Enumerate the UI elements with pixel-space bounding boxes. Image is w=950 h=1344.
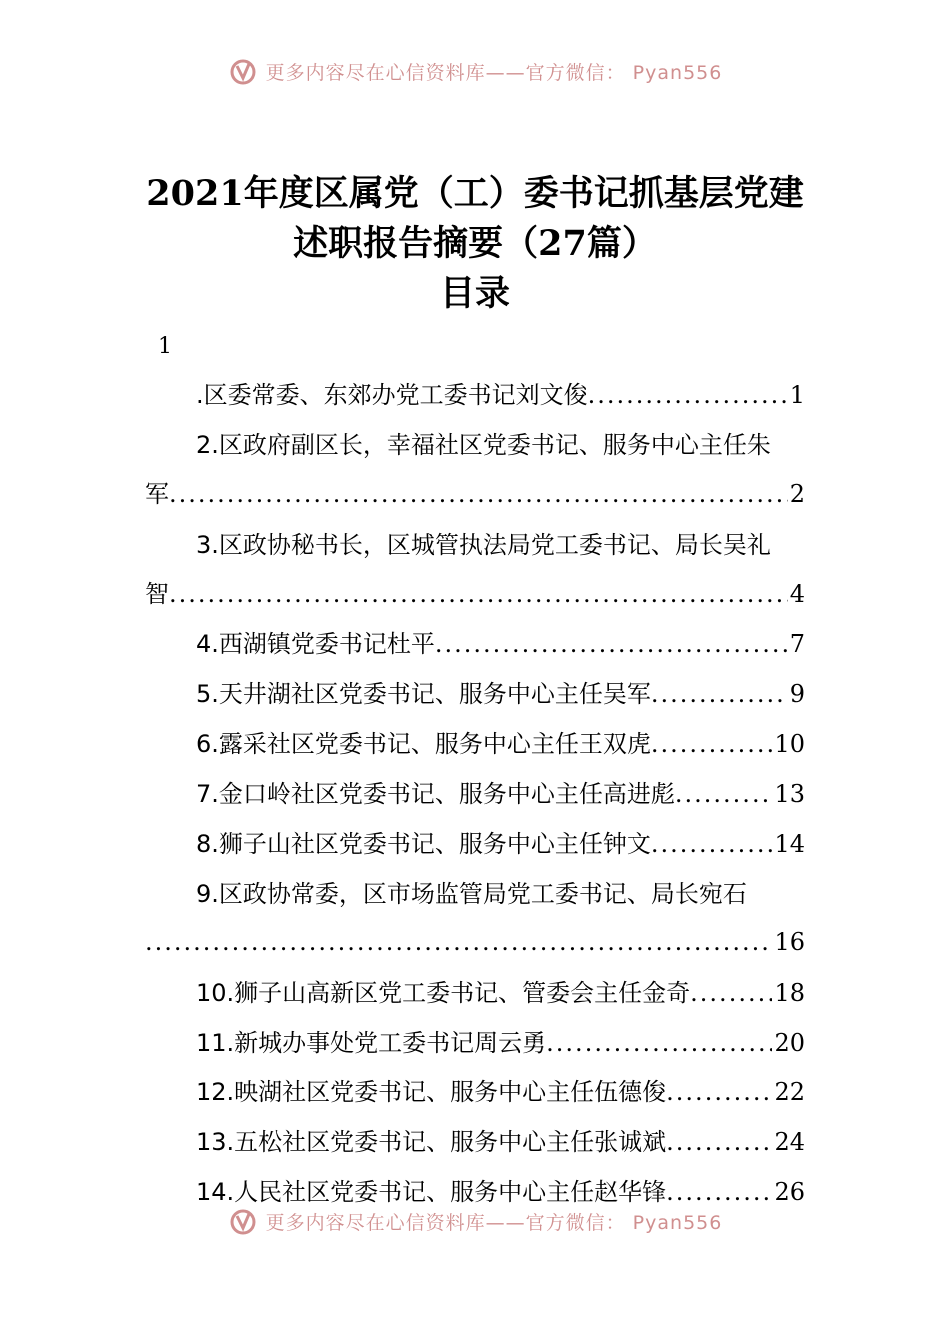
toc-page-number: 26 bbox=[774, 1178, 805, 1206]
toc-page-number: 13 bbox=[774, 780, 805, 808]
toc-entry-label: 12.映湖社区党委书记、服务中心主任伍德俊 bbox=[196, 1078, 667, 1106]
toc-page-number: 9 bbox=[789, 680, 805, 708]
toc-leader-dots bbox=[145, 920, 772, 964]
toc-leader-dots bbox=[690, 971, 772, 1015]
toc-page-number: 10 bbox=[774, 730, 805, 758]
watermark-text: 更多内容尽在心信资料库——官方微信： Pyan556 bbox=[265, 1211, 723, 1234]
watermark-bottom bbox=[0, 1204, 950, 1238]
toc-entry-label: 10.狮子山高新区党工委书记、管委会主任金奇 bbox=[196, 979, 691, 1007]
toc-entry-label: 7.金口岭社区党委书记、服务中心主任高进彪 bbox=[196, 780, 675, 808]
toc-entry-label: 9.区政协常委，区市场监管局党工委书记、局长宛石 bbox=[196, 880, 747, 908]
toc-leader-dots bbox=[588, 373, 788, 417]
toc-entry-9[interactable] bbox=[196, 872, 805, 916]
toc-page-number: 2 bbox=[789, 480, 805, 508]
watermark-logo-icon bbox=[228, 1206, 258, 1236]
toc-page-number: 22 bbox=[774, 1078, 805, 1106]
toc-leader-dots bbox=[169, 572, 788, 616]
toc-leader-dots bbox=[651, 672, 788, 716]
toc-page-number: 18 bbox=[774, 979, 805, 1007]
toc-leader-dots bbox=[666, 1120, 772, 1164]
toc-entry-2[interactable] bbox=[196, 423, 805, 467]
document-title-line-2: 述职报告摘要（27篇） bbox=[293, 223, 657, 264]
toc-leader-dots bbox=[675, 772, 773, 816]
toc-page-number: 24 bbox=[774, 1128, 805, 1156]
toc-entry-label: .区委常委、东郊办党工委书记刘文俊 bbox=[196, 381, 588, 409]
toc-entry-8[interactable] bbox=[196, 822, 805, 866]
toc-entry-3-continued[interactable] bbox=[145, 572, 805, 616]
toc-entry-label: 8.狮子山社区党委书记、服务中心主任钟文 bbox=[196, 830, 651, 858]
toc-entry-10[interactable] bbox=[196, 971, 805, 1015]
toc-entry-label: 3.区政协秘书长，区城管执法局党工委书记、局长吴礼 bbox=[196, 531, 771, 559]
toc-entry-7[interactable] bbox=[196, 772, 805, 816]
toc-entry-12[interactable] bbox=[196, 1070, 805, 1114]
watermark-logo-icon bbox=[228, 56, 258, 86]
toc-entry-4[interactable] bbox=[196, 622, 805, 666]
toc-entry-label: 13.五松社区党委书记、服务中心主任张诚斌 bbox=[196, 1128, 667, 1156]
toc-leader-dots bbox=[435, 622, 788, 666]
toc-entry-11[interactable] bbox=[196, 1021, 805, 1065]
toc-page-number: 14 bbox=[774, 830, 805, 858]
list-number-marker: 1 bbox=[158, 334, 172, 359]
toc-leader-dots bbox=[169, 472, 788, 516]
toc-leader-dots bbox=[546, 1021, 772, 1065]
toc-entry-label-continued: 智 bbox=[145, 580, 169, 608]
document-title-line-1: 2021年度区属党（工）委书记抓基层党建 bbox=[146, 173, 804, 214]
toc-entry-5[interactable] bbox=[196, 672, 805, 716]
toc-entry-2-continued[interactable] bbox=[145, 472, 805, 516]
toc-leader-dots bbox=[651, 722, 773, 766]
toc-entry-13[interactable] bbox=[196, 1120, 805, 1164]
toc-page-number: 4 bbox=[789, 580, 805, 608]
toc-leader-dots bbox=[651, 822, 773, 866]
toc-entry-6[interactable] bbox=[196, 722, 805, 766]
toc-leader-dots bbox=[666, 1070, 772, 1114]
toc-entry-label: 4.西湖镇党委书记杜平 bbox=[196, 630, 435, 658]
toc-entry-3[interactable] bbox=[196, 523, 805, 567]
toc-page-number: 20 bbox=[774, 1029, 805, 1057]
toc-page-number: 7 bbox=[789, 630, 805, 658]
toc-entry-label: 2.区政府副区长，幸福社区党委书记、服务中心主任朱 bbox=[196, 431, 771, 459]
watermark-top bbox=[0, 54, 950, 88]
toc-entry-1[interactable] bbox=[196, 373, 805, 417]
toc-entry-label: 5.天井湖社区党委书记、服务中心主任吴军 bbox=[196, 680, 651, 708]
toc-entry-label-continued: 军 bbox=[145, 480, 169, 508]
toc-entry-label: 6.露采社区党委书记、服务中心主任王双虎 bbox=[196, 730, 651, 758]
toc-page-number: 1 bbox=[789, 381, 805, 409]
toc-entry-label: 11.新城办事处党工委书记周云勇 bbox=[196, 1029, 547, 1057]
toc-entry-label: 14.人民社区党委书记、服务中心主任赵华锋 bbox=[196, 1178, 667, 1206]
toc-heading: 目录 bbox=[439, 273, 510, 314]
watermark-text: 更多内容尽在心信资料库——官方微信： Pyan556 bbox=[265, 61, 723, 84]
toc-entry-9-continued[interactable] bbox=[145, 920, 805, 964]
toc-page-number: 16 bbox=[774, 928, 805, 956]
